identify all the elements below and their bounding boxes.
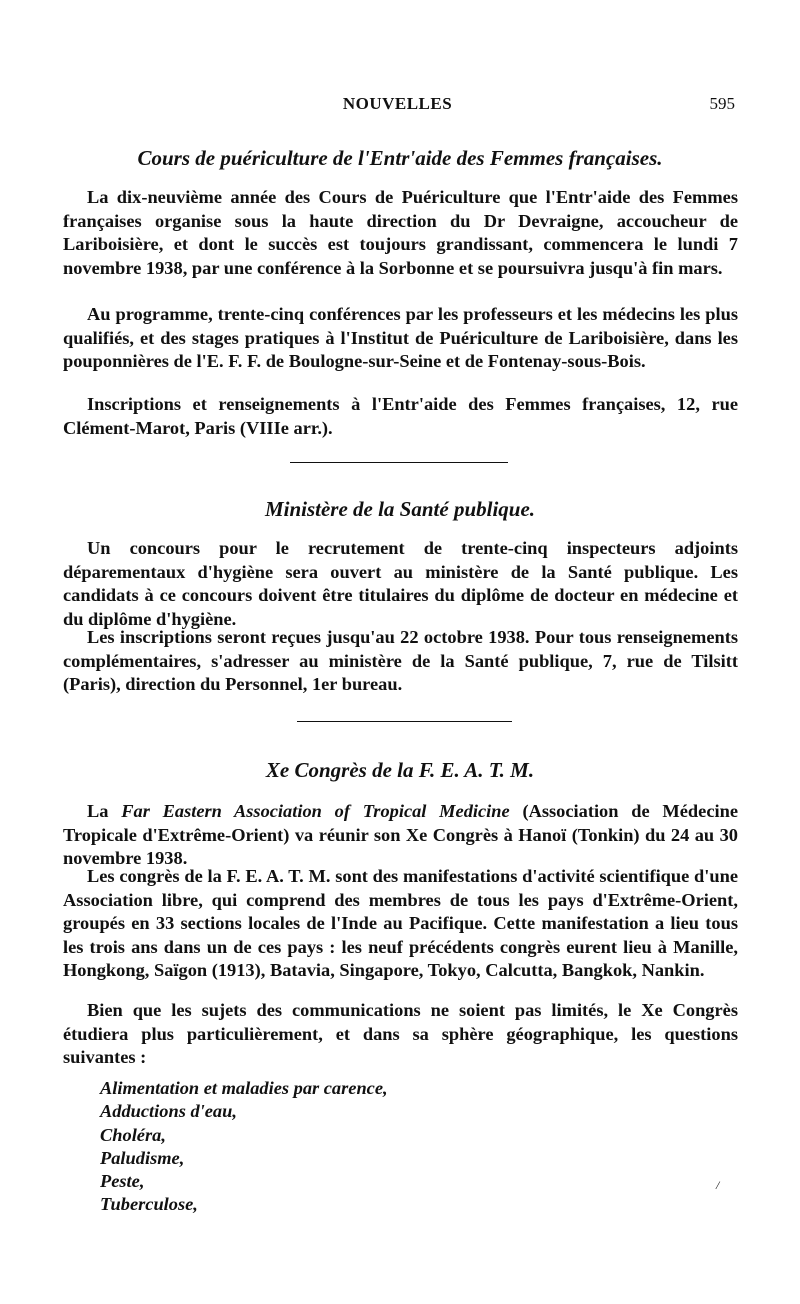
paragraph [63,800,738,871]
list-item: Paludisme, [100,1147,185,1168]
stray-mark: / [716,1178,720,1192]
paragraph: Inscriptions et renseignements à l'Entr'aide des Femmes françaises, 12, rue Clément-Marot, Paris (VIIIe arr.). [63,394,738,438]
list-item: Tuberculose, [100,1194,198,1215]
paragraph: La dix-neuvième année des Cours de Puériculture que l'Entr'aide des Femmes françaises organise sous la haute direction du Dr Devraigne, accoucheur de Lariboisière, et dont le succès est toujours grandissant, commencera le lundi 7 novembre 1938, par une conférence à la Sorbonne et se poursuivra jusqu'à fin mars. [63,187,738,278]
running-header [60,94,735,118]
list-item: Adductions d'eau, [100,1101,237,1122]
section-divider [297,721,512,722]
paragraph-lead: La [87,801,122,821]
topics-list [100,1077,600,1217]
paragraph: Bien que les sujets des communications ne soient pas limités, le Xe Congrès étudiera plus particulièrement, et dans sa sphère géographique, les questions suivantes : [63,1000,738,1067]
list-item: Choléra, [100,1124,166,1145]
section-title-congres: Xe Congrès de la F. E. A. T. M. [265,758,535,782]
association-name: Far Eastern Association of Tropical Medicine [121,801,510,821]
paragraph: Les congrès de la F. E. A. T. M. sont des manifestations d'activité scientifique d'une Association libre, qui comprend des membres de tous les pays d'Extrême-Orient, groupés en 33 sections locales de l'Inde au Pacifique. Cette manifestation a lieu tous les trois ans dans un de ces pays : les neuf précédents congrès eurent lieu à Manille, Hongkong, Saïgon (1913), Batavia, Singapore, Tokyo, Calcutta, Bangkok, Nankin. [63,866,738,980]
paragraph: Un concours pour le recrutement de trente-cinq inspecteurs adjoints déparementaux d'hygiène sera ouvert au ministère de la Santé publique. Les candidats à ce concours doivent être titulaires du diplôme de docteur en médecine et du diplôme d'hygiène. [63,538,738,629]
list-item: Peste, [100,1171,145,1192]
paragraph: Les inscriptions seront reçues jusqu'au 22 octobre 1938. Pour tous renseignements complémentaires, s'adresser au ministère de la Santé publique, 7, rue de Tilsitt (Paris), direction du Personnel, 1er bureau. [63,627,738,694]
list-item: Alimentation et maladies par carence, [100,1078,388,1098]
paragraph: Au programme, trente-cinq conférences par les professeurs et les médecins les plus qualifiés, et des stages pratiques à l'Institut de Puériculture de Lariboisière, dans les pouponnières de l'E. F. F. de Boulogne-sur-Seine et de Fontenay-sous-Bois. [63,304,738,371]
page-number: 595 [709,94,735,113]
section-title-puericulture: Cours de puériculture de l'Entr'aide des Femmes françaises. [137,146,663,170]
section-divider [290,462,508,463]
running-title: NOUVELLES [342,94,453,113]
section-title-sante-publique: Ministère de la Santé publique. [264,497,536,521]
paragraph-rest: (Association de Médecine Tropicale d'Extrême-Orient) va réunir son Xe Congrès à Hanoï (Tonkin) du 24 au 30 novembre 1938. [63,801,738,868]
